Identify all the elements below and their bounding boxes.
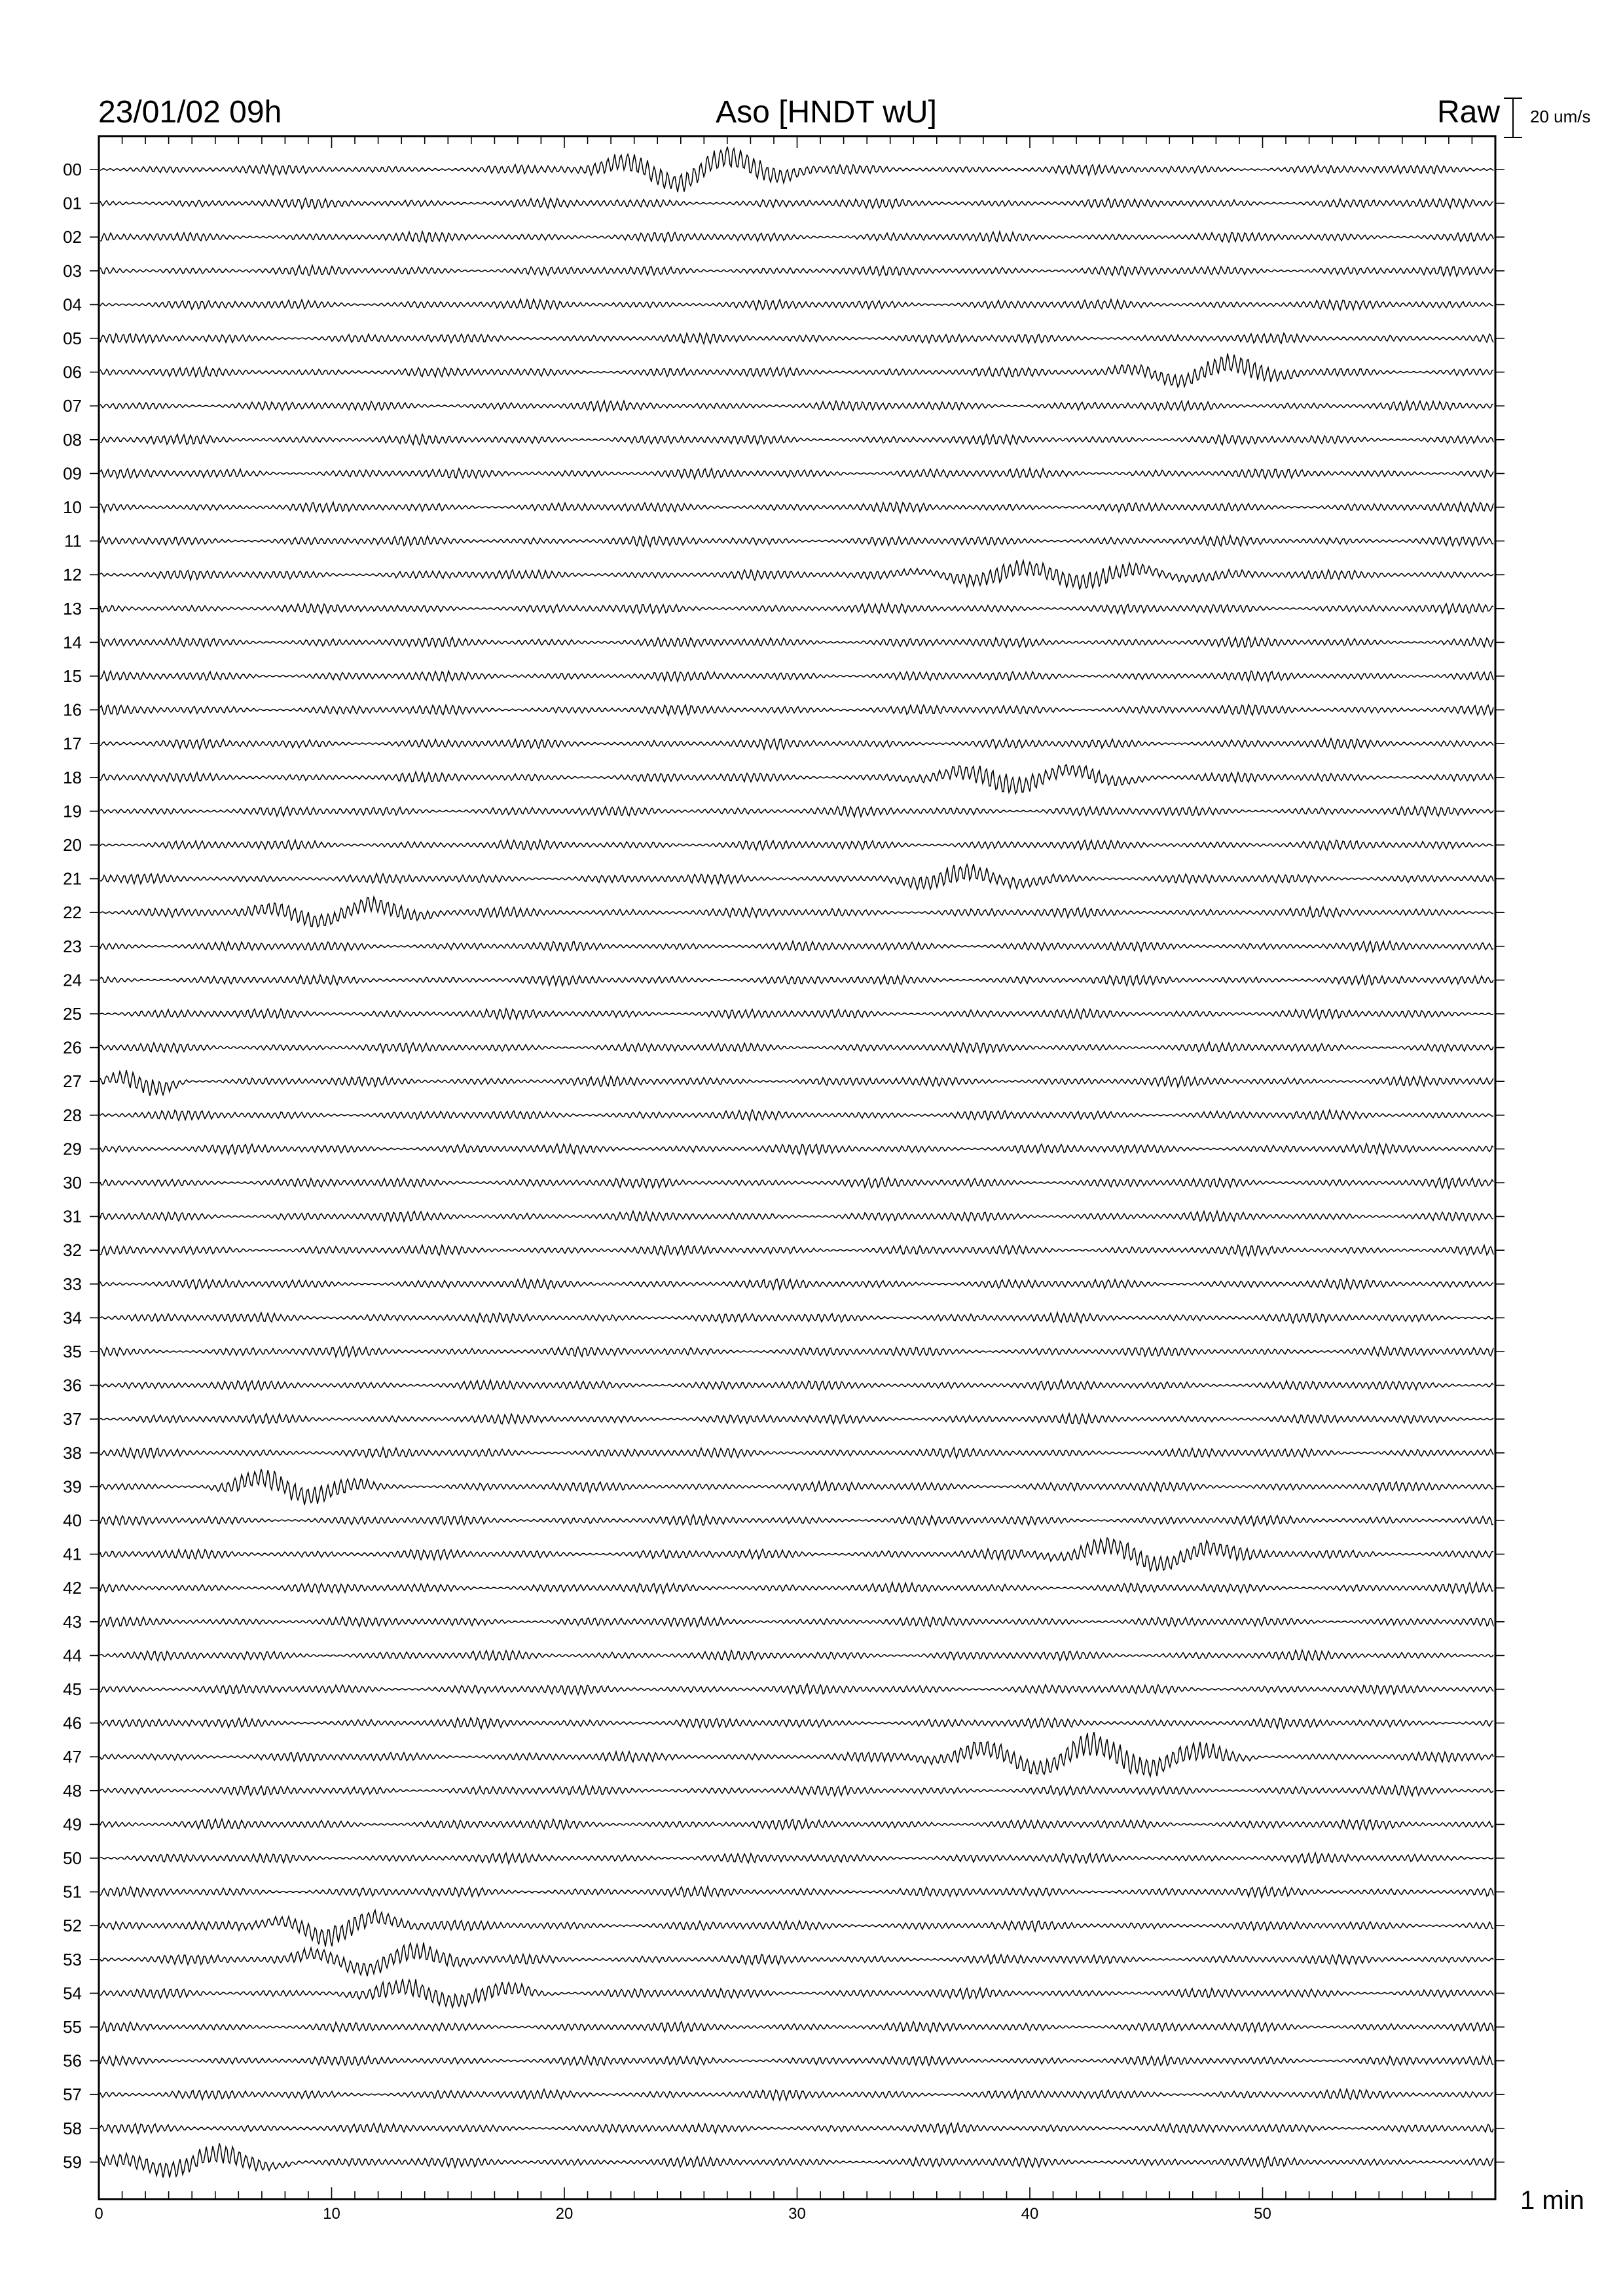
trace-12 xyxy=(100,560,1493,589)
x-tick-label: 20 xyxy=(555,2205,574,2223)
row-labels xyxy=(63,160,82,2172)
row-label: 27 xyxy=(63,1071,82,1092)
trace-58 xyxy=(100,2123,1493,2134)
row-label: 59 xyxy=(63,2152,82,2172)
trace-00 xyxy=(100,147,1493,192)
row-label: 47 xyxy=(63,1747,82,1767)
trace-26 xyxy=(100,1043,1493,1053)
trace-40 xyxy=(100,1515,1493,1526)
trace-13 xyxy=(100,603,1493,614)
row-label: 39 xyxy=(63,1477,82,1497)
x-tick-label: 10 xyxy=(323,2205,340,2223)
trace-27 xyxy=(100,1070,1493,1096)
row-label: 24 xyxy=(63,970,82,990)
trace-16 xyxy=(100,705,1493,715)
trace-24 xyxy=(100,975,1493,986)
row-label: 57 xyxy=(63,2085,82,2105)
row-label: 37 xyxy=(63,1409,82,1429)
row-label: 34 xyxy=(63,1308,82,1328)
trace-08 xyxy=(100,435,1493,445)
trace-36 xyxy=(100,1380,1493,1391)
row-label: 00 xyxy=(63,160,82,179)
row-label: 11 xyxy=(64,531,82,551)
row-label: 30 xyxy=(63,1173,82,1193)
row-label: 02 xyxy=(63,227,82,247)
row-label: 19 xyxy=(63,801,82,821)
x-tick-label: 40 xyxy=(1021,2205,1039,2223)
row-label: 44 xyxy=(63,1645,82,1666)
row-label: 22 xyxy=(63,903,82,923)
trace-46 xyxy=(100,1718,1493,1729)
mode-label: Raw xyxy=(1436,95,1500,130)
row-label: 31 xyxy=(63,1206,82,1227)
row-label: 55 xyxy=(63,2017,82,2037)
trace-14 xyxy=(100,637,1493,647)
trace-10 xyxy=(100,502,1493,512)
trace-38 xyxy=(100,1448,1493,1458)
row-label: 41 xyxy=(63,1544,82,1564)
trace-53 xyxy=(100,1943,1493,1976)
trace-28 xyxy=(100,1110,1493,1121)
trace-47 xyxy=(100,1732,1493,1776)
x-tick-label: 50 xyxy=(1254,2205,1271,2223)
trace-19 xyxy=(100,806,1493,817)
trace-55 xyxy=(100,2022,1493,2032)
trace-18 xyxy=(100,764,1493,793)
row-label: 05 xyxy=(63,329,82,348)
row-label: 50 xyxy=(63,1848,82,1868)
trace-33 xyxy=(100,1279,1493,1289)
trace-22 xyxy=(100,897,1493,927)
row-label: 17 xyxy=(63,734,82,754)
row-label: 46 xyxy=(63,1713,82,1733)
row-label: 09 xyxy=(63,463,82,484)
row-label: 21 xyxy=(63,869,82,889)
chart-title: Aso [HNDT wU] xyxy=(716,95,937,130)
trace-54 xyxy=(100,1979,1493,2008)
trace-20 xyxy=(100,840,1493,850)
trace-57 xyxy=(100,2089,1493,2100)
trace-43 xyxy=(100,1617,1493,1627)
trace-41 xyxy=(100,1538,1493,1571)
row-label: 07 xyxy=(63,396,82,416)
row-label: 48 xyxy=(63,1780,82,1801)
trace-51 xyxy=(100,1886,1493,1897)
trace-59 xyxy=(100,2144,1493,2178)
row-label: 08 xyxy=(63,429,82,450)
trace-01 xyxy=(100,198,1493,209)
row-label: 51 xyxy=(63,1882,82,1902)
row-label: 42 xyxy=(63,1578,82,1598)
row-label: 13 xyxy=(63,598,82,619)
row-ticks xyxy=(90,170,1504,2162)
trace-15 xyxy=(100,671,1493,681)
row-label: 16 xyxy=(63,700,82,720)
row-label: 52 xyxy=(63,1916,82,1936)
trace-05 xyxy=(100,333,1493,344)
trace-07 xyxy=(100,401,1493,411)
scale-label: 20 um/s xyxy=(1530,107,1591,126)
trace-06 xyxy=(100,353,1493,387)
trace-37 xyxy=(100,1414,1493,1424)
trace-21 xyxy=(100,864,1493,889)
trace-39 xyxy=(100,1469,1493,1505)
trace-25 xyxy=(100,1009,1493,1019)
trace-lines xyxy=(100,147,1493,2178)
trace-31 xyxy=(100,1211,1493,1221)
trace-17 xyxy=(100,738,1493,749)
row-label: 56 xyxy=(63,2051,82,2071)
trace-50 xyxy=(100,1853,1493,1864)
x-unit-label: 1 min xyxy=(1520,2186,1584,2215)
row-label: 40 xyxy=(63,1511,82,1530)
row-label: 28 xyxy=(63,1105,82,1125)
row-label: 23 xyxy=(63,936,82,956)
row-label: 43 xyxy=(63,1611,82,1632)
row-label: 25 xyxy=(63,1004,82,1024)
date-hour-label: 23/01/02 09h xyxy=(98,95,282,130)
row-label: 26 xyxy=(63,1037,82,1058)
trace-03 xyxy=(100,265,1493,276)
row-label: 58 xyxy=(63,2118,82,2138)
trace-48 xyxy=(100,1785,1493,1796)
trace-56 xyxy=(100,2056,1493,2066)
row-label: 12 xyxy=(63,565,82,585)
row-label: 20 xyxy=(63,835,82,855)
row-label: 15 xyxy=(63,666,82,686)
row-label: 36 xyxy=(63,1375,82,1395)
x-tick-label: 30 xyxy=(788,2205,806,2223)
scale-bar-icon xyxy=(1504,98,1522,137)
trace-09 xyxy=(100,469,1493,479)
trace-34 xyxy=(100,1312,1493,1323)
trace-29 xyxy=(100,1143,1493,1155)
row-label: 10 xyxy=(63,497,82,517)
trace-23 xyxy=(100,941,1493,952)
trace-35 xyxy=(100,1346,1493,1357)
row-label: 01 xyxy=(63,193,82,213)
row-label: 49 xyxy=(63,1814,82,1835)
row-label: 45 xyxy=(63,1679,82,1699)
row-label: 32 xyxy=(63,1240,82,1261)
row-label: 33 xyxy=(63,1274,82,1294)
row-label: 29 xyxy=(63,1139,82,1159)
row-label: 35 xyxy=(63,1342,82,1361)
row-label: 04 xyxy=(63,295,82,315)
scale-bar xyxy=(1504,98,1522,137)
trace-42 xyxy=(100,1583,1493,1594)
row-label: 54 xyxy=(63,1983,82,2003)
row-label: 53 xyxy=(63,1949,82,1969)
trace-49 xyxy=(100,1819,1493,1829)
trace-04 xyxy=(100,299,1493,310)
trace-44 xyxy=(100,1650,1493,1660)
trace-32 xyxy=(100,1245,1493,1255)
row-label: 06 xyxy=(63,362,82,382)
trace-52 xyxy=(100,1910,1493,1947)
trace-11 xyxy=(100,536,1493,547)
x-tick-label: 0 xyxy=(94,2205,103,2223)
x-tick-labels xyxy=(94,2205,1271,2223)
row-label: 03 xyxy=(63,260,82,281)
trace-45 xyxy=(100,1684,1493,1695)
trace-30 xyxy=(100,1177,1493,1189)
row-label: 38 xyxy=(63,1443,82,1463)
row-label: 14 xyxy=(63,632,82,653)
row-label: 18 xyxy=(63,767,82,787)
trace-02 xyxy=(100,232,1493,242)
